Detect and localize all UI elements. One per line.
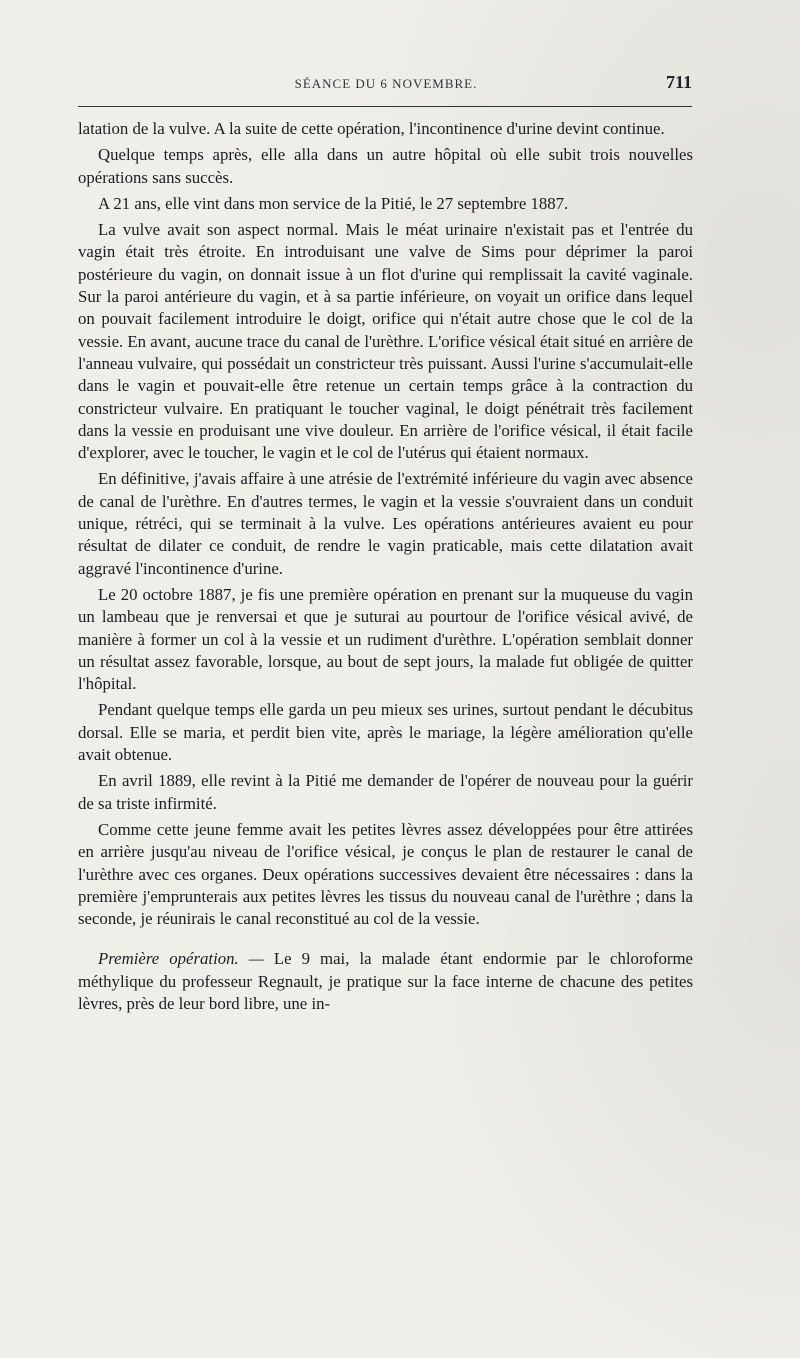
page-number: 711	[665, 72, 692, 92]
body-text	[78, 118, 693, 1019]
paragraph: La vulve avait son aspect normal. Mais le méat urinaire n'existait pas et l'entrée du vagin était très étroite. En introduisant une valve de Sims pour déprimer la paroi postérieure du vagin, on donnait issue à un flot d'urine qui remplissait la cavité vaginale. Sur la paroi antérieure du vagin, et à sa partie inférieure, on voyait un orifice dans lequel on pouvait facilement introduire le doigt, orifice qui n'était autre chose que le col de la vessie. En avant, aucune trace du canal de l'urèthre. L'orifice vésical était situé en arrière de l'anneau vulvaire, qui possédait un constricteur très puissant. Aussi l'urine s'accumulait-elle dans le vagin et pouvait-elle être retenue un certain temps grâce à la contraction du constricteur vulvaire. En pratiquant le toucher vaginal, le doigt pénétrait très facilement dans la vessie en produisant une vive douleur. En arrière de l'orifice vésical, il était facile d'explorer, avec le toucher, le vagin et le col de l'utérus qui étaient normaux.	[78, 220, 693, 463]
section-paragraph	[78, 948, 693, 1015]
paragraph: Quelque temps après, elle alla dans un autre hôpital où elle subit trois nouvelles opérations sans succès.	[78, 145, 693, 187]
running-head: SÉANCE DU 6 NOVEMBRE.	[294, 76, 478, 91]
paragraph: Le 20 octobre 1887, je fis une première opération en prenant sur la muqueuse du vagin un lambeau que je renversai et que je suturai au pourtour de l'orifice vésical avivé, de manière à former un col à la vessie et un rudiment d'urèthre. L'opération semblait donner un résultat assez favorable, lorsque, au bout de sept jours, la malade fut obligée de quitter l'hôpital.	[78, 584, 693, 694]
paragraph: latation de la vulve. A la suite de cette opération, l'incontinence d'urine devint continue.	[78, 119, 665, 138]
paragraph: A 21 ans, elle vint dans mon service de la Pitié, le 27 septembre 1887.	[98, 193, 569, 213]
paragraph: Pendant quelque temps elle garda un peu mieux ses urines, surtout pendant le décubitus dorsal. Elle se maria, et perdit bien vite, après le mariage, la légère amélioration qu'elle avait obtenue.	[78, 700, 693, 765]
paragraph: Comme cette jeune femme avait les petites lèvres assez développées pour être attirées en arrière jusqu'au niveau de l'orifice vésical, je conçus le plan de restaurer le canal de l'urèthre avec ces organes. Deux opérations successives devaient être nécessaires : dans la première j'emprunterais aux petites lèvres les tissus du nouveau canal de l'urèthre ; dans la seconde, je réunirais le canal reconstitué au col de la vessie.	[78, 819, 693, 929]
paragraph: En avril 1889, elle revint à la Pitié me demander de l'opérer de nouveau pour la guérir de sa triste infirmité.	[78, 771, 693, 813]
section-text: Le 9 mai, la malade étant endormie par le chloroforme méthylique du professeur Regnault, je pratique sur la face interne de chacune des petites lèvres, près de leur bord libre, une in-	[78, 949, 693, 1013]
paragraph: En définitive, j'avais affaire à une atrésie de l'extrémité inférieure du vagin avec absence de canal de l'urèthre. En d'autres termes, le vagin et la vessie s'ouvraient dans un conduit unique, rétréci, qui se terminait à la vulve. Les opérations antérieures avaient eu pour résultat de dilater ce conduit, de rendre le vagin praticable, mais cette dilatation avait aggravé l'incontinence d'urine.	[78, 469, 693, 578]
section-title: Première opération. —	[98, 949, 264, 969]
header-rule	[78, 106, 692, 107]
page-header	[80, 72, 692, 100]
